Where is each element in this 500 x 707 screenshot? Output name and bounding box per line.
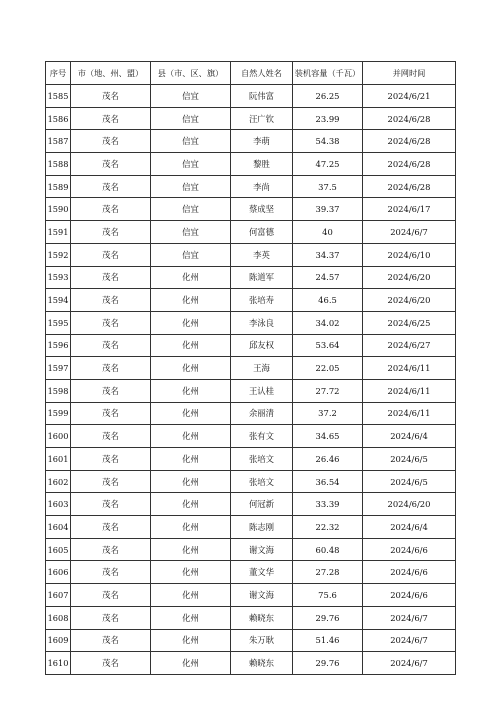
cell-seq: 1600 (46, 425, 71, 448)
cell-county: 信宜 (151, 130, 231, 153)
cell-seq: 1598 (46, 379, 71, 402)
table-row (46, 448, 456, 471)
cell-capacity: 29.76 (293, 652, 363, 675)
table-row (46, 629, 456, 652)
cell-city: 茂名 (71, 561, 151, 584)
cell-grid-date: 2024/6/28 (363, 107, 456, 130)
header-grid-date: 并网时间 (363, 62, 456, 85)
cell-seq: 1594 (46, 289, 71, 312)
cell-city: 茂名 (71, 516, 151, 539)
cell-city: 茂名 (71, 221, 151, 244)
cell-capacity: 27.28 (293, 561, 363, 584)
cell-name: 张培文 (231, 470, 293, 493)
cell-name: 朱万耿 (231, 629, 293, 652)
cell-grid-date: 2024/6/20 (363, 289, 456, 312)
cell-seq: 1599 (46, 402, 71, 425)
cell-seq: 1595 (46, 311, 71, 334)
cell-capacity: 51.46 (293, 629, 363, 652)
cell-city: 茂名 (71, 107, 151, 130)
cell-capacity: 46.5 (293, 289, 363, 312)
cell-capacity: 54.38 (293, 130, 363, 153)
cell-grid-date: 2024/6/27 (363, 334, 456, 357)
cell-county: 化州 (151, 266, 231, 289)
table-row (46, 334, 456, 357)
table-header-row (46, 62, 456, 85)
cell-name: 王认桂 (231, 379, 293, 402)
cell-city: 茂名 (71, 153, 151, 176)
cell-city: 茂名 (71, 289, 151, 312)
cell-name: 汪广钦 (231, 107, 293, 130)
cell-city: 茂名 (71, 402, 151, 425)
cell-grid-date: 2024/6/20 (363, 493, 456, 516)
cell-grid-date: 2024/6/11 (363, 357, 456, 380)
cell-county: 化州 (151, 516, 231, 539)
header-capacity: 装机容量（千瓦） (293, 62, 363, 85)
table-row (46, 538, 456, 561)
cell-seq: 1601 (46, 448, 71, 471)
cell-name: 赖晓东 (231, 606, 293, 629)
table-row (46, 493, 456, 516)
cell-grid-date: 2024/6/17 (363, 198, 456, 221)
cell-seq: 1607 (46, 584, 71, 607)
cell-name: 邱友权 (231, 334, 293, 357)
cell-county: 化州 (151, 448, 231, 471)
cell-county: 化州 (151, 606, 231, 629)
cell-name: 李泳良 (231, 311, 293, 334)
cell-grid-date: 2024/6/28 (363, 175, 456, 198)
table-body (46, 85, 456, 675)
table-row (46, 516, 456, 539)
cell-capacity: 47.25 (293, 153, 363, 176)
cell-name: 陈道军 (231, 266, 293, 289)
table-row (46, 243, 456, 266)
cell-name: 余丽清 (231, 402, 293, 425)
table-row (46, 652, 456, 675)
cell-capacity: 40 (293, 221, 363, 244)
cell-city: 茂名 (71, 652, 151, 675)
cell-county: 信宜 (151, 85, 231, 108)
cell-name: 阮伟富 (231, 85, 293, 108)
cell-capacity: 36.54 (293, 470, 363, 493)
cell-city: 茂名 (71, 606, 151, 629)
cell-name: 张培寿 (231, 289, 293, 312)
cell-grid-date: 2024/6/7 (363, 652, 456, 675)
header-city: 市（地、州、盟） (71, 62, 151, 85)
cell-name: 李英 (231, 243, 293, 266)
header-county: 县（市、区、旗） (151, 62, 231, 85)
cell-city: 茂名 (71, 357, 151, 380)
table-row (46, 221, 456, 244)
cell-city: 茂名 (71, 629, 151, 652)
cell-city: 茂名 (71, 198, 151, 221)
cell-seq: 1597 (46, 357, 71, 380)
cell-seq: 1588 (46, 153, 71, 176)
cell-name: 谢文海 (231, 538, 293, 561)
table-row (46, 198, 456, 221)
cell-county: 化州 (151, 561, 231, 584)
cell-grid-date: 2024/6/7 (363, 629, 456, 652)
cell-county: 化州 (151, 334, 231, 357)
cell-capacity: 22.05 (293, 357, 363, 380)
cell-seq: 1608 (46, 606, 71, 629)
cell-seq: 1591 (46, 221, 71, 244)
cell-city: 茂名 (71, 266, 151, 289)
table-row (46, 153, 456, 176)
table-row (46, 289, 456, 312)
table-row (46, 175, 456, 198)
cell-capacity: 37.5 (293, 175, 363, 198)
cell-city: 茂名 (71, 243, 151, 266)
cell-name: 李尚 (231, 175, 293, 198)
cell-city: 茂名 (71, 334, 151, 357)
cell-county: 信宜 (151, 107, 231, 130)
cell-capacity: 33.39 (293, 493, 363, 516)
table-row (46, 130, 456, 153)
cell-seq: 1587 (46, 130, 71, 153)
cell-capacity: 24.57 (293, 266, 363, 289)
cell-grid-date: 2024/6/7 (363, 606, 456, 629)
cell-name: 谢文海 (231, 584, 293, 607)
cell-capacity: 34.02 (293, 311, 363, 334)
table-row (46, 606, 456, 629)
cell-city: 茂名 (71, 175, 151, 198)
table-row (46, 561, 456, 584)
cell-county: 化州 (151, 493, 231, 516)
cell-county: 化州 (151, 425, 231, 448)
cell-grid-date: 2024/6/11 (363, 379, 456, 402)
cell-capacity: 60.48 (293, 538, 363, 561)
cell-city: 茂名 (71, 448, 151, 471)
cell-city: 茂名 (71, 311, 151, 334)
table-row (46, 85, 456, 108)
grid-connection-table (45, 61, 456, 675)
cell-seq: 1590 (46, 198, 71, 221)
cell-name: 王海 (231, 357, 293, 380)
cell-grid-date: 2024/6/21 (363, 85, 456, 108)
cell-seq: 1596 (46, 334, 71, 357)
cell-name: 张培文 (231, 448, 293, 471)
cell-county: 信宜 (151, 153, 231, 176)
cell-grid-date: 2024/6/28 (363, 130, 456, 153)
cell-name: 蔡成坚 (231, 198, 293, 221)
cell-grid-date: 2024/6/7 (363, 221, 456, 244)
cell-capacity: 37.2 (293, 402, 363, 425)
cell-capacity: 26.46 (293, 448, 363, 471)
cell-grid-date: 2024/6/20 (363, 266, 456, 289)
cell-city: 茂名 (71, 538, 151, 561)
cell-county: 化州 (151, 470, 231, 493)
table-row (46, 584, 456, 607)
cell-seq: 1593 (46, 266, 71, 289)
cell-grid-date: 2024/6/11 (363, 402, 456, 425)
cell-seq: 1605 (46, 538, 71, 561)
cell-city: 茂名 (71, 470, 151, 493)
header-seq: 序号 (46, 62, 71, 85)
table-row (46, 266, 456, 289)
cell-city: 茂名 (71, 379, 151, 402)
cell-seq: 1586 (46, 107, 71, 130)
cell-city: 茂名 (71, 130, 151, 153)
cell-grid-date: 2024/6/6 (363, 538, 456, 561)
cell-grid-date: 2024/6/6 (363, 561, 456, 584)
cell-name: 黎胜 (231, 153, 293, 176)
cell-county: 化州 (151, 289, 231, 312)
cell-seq: 1604 (46, 516, 71, 539)
cell-capacity: 27.72 (293, 379, 363, 402)
cell-grid-date: 2024/6/5 (363, 448, 456, 471)
table-row (46, 107, 456, 130)
header-name: 自然人姓名 (231, 62, 293, 85)
cell-capacity: 75.6 (293, 584, 363, 607)
cell-seq: 1609 (46, 629, 71, 652)
cell-county: 信宜 (151, 175, 231, 198)
cell-seq: 1606 (46, 561, 71, 584)
cell-capacity: 34.65 (293, 425, 363, 448)
cell-city: 茂名 (71, 584, 151, 607)
cell-grid-date: 2024/6/25 (363, 311, 456, 334)
table-row (46, 470, 456, 493)
cell-capacity: 22.32 (293, 516, 363, 539)
cell-capacity: 29.76 (293, 606, 363, 629)
cell-name: 何冠新 (231, 493, 293, 516)
cell-seq: 1602 (46, 470, 71, 493)
cell-seq: 1589 (46, 175, 71, 198)
cell-county: 化州 (151, 357, 231, 380)
cell-county: 化州 (151, 379, 231, 402)
cell-grid-date: 2024/6/10 (363, 243, 456, 266)
cell-capacity: 39.37 (293, 198, 363, 221)
table-row (46, 379, 456, 402)
cell-name: 赖晓东 (231, 652, 293, 675)
cell-county: 信宜 (151, 198, 231, 221)
cell-county: 化州 (151, 652, 231, 675)
cell-county: 化州 (151, 538, 231, 561)
cell-county: 信宜 (151, 243, 231, 266)
cell-city: 茂名 (71, 493, 151, 516)
cell-grid-date: 2024/6/4 (363, 425, 456, 448)
cell-county: 化州 (151, 402, 231, 425)
table-row (46, 311, 456, 334)
table-row (46, 402, 456, 425)
cell-seq: 1610 (46, 652, 71, 675)
cell-name: 陈志刚 (231, 516, 293, 539)
cell-grid-date: 2024/6/4 (363, 516, 456, 539)
cell-grid-date: 2024/6/6 (363, 584, 456, 607)
cell-seq: 1603 (46, 493, 71, 516)
cell-grid-date: 2024/6/28 (363, 153, 456, 176)
cell-county: 信宜 (151, 221, 231, 244)
cell-name: 何富德 (231, 221, 293, 244)
cell-seq: 1585 (46, 85, 71, 108)
cell-name: 张有文 (231, 425, 293, 448)
cell-capacity: 23.99 (293, 107, 363, 130)
cell-city: 茂名 (71, 425, 151, 448)
cell-city: 茂名 (71, 85, 151, 108)
cell-county: 化州 (151, 311, 231, 334)
cell-seq: 1592 (46, 243, 71, 266)
cell-capacity: 26.25 (293, 85, 363, 108)
cell-name: 李萌 (231, 130, 293, 153)
table-row (46, 425, 456, 448)
cell-grid-date: 2024/6/5 (363, 470, 456, 493)
cell-county: 化州 (151, 629, 231, 652)
cell-county: 化州 (151, 584, 231, 607)
cell-capacity: 34.37 (293, 243, 363, 266)
cell-name: 董文华 (231, 561, 293, 584)
document-page (45, 61, 455, 675)
table-row (46, 357, 456, 380)
cell-capacity: 53.64 (293, 334, 363, 357)
